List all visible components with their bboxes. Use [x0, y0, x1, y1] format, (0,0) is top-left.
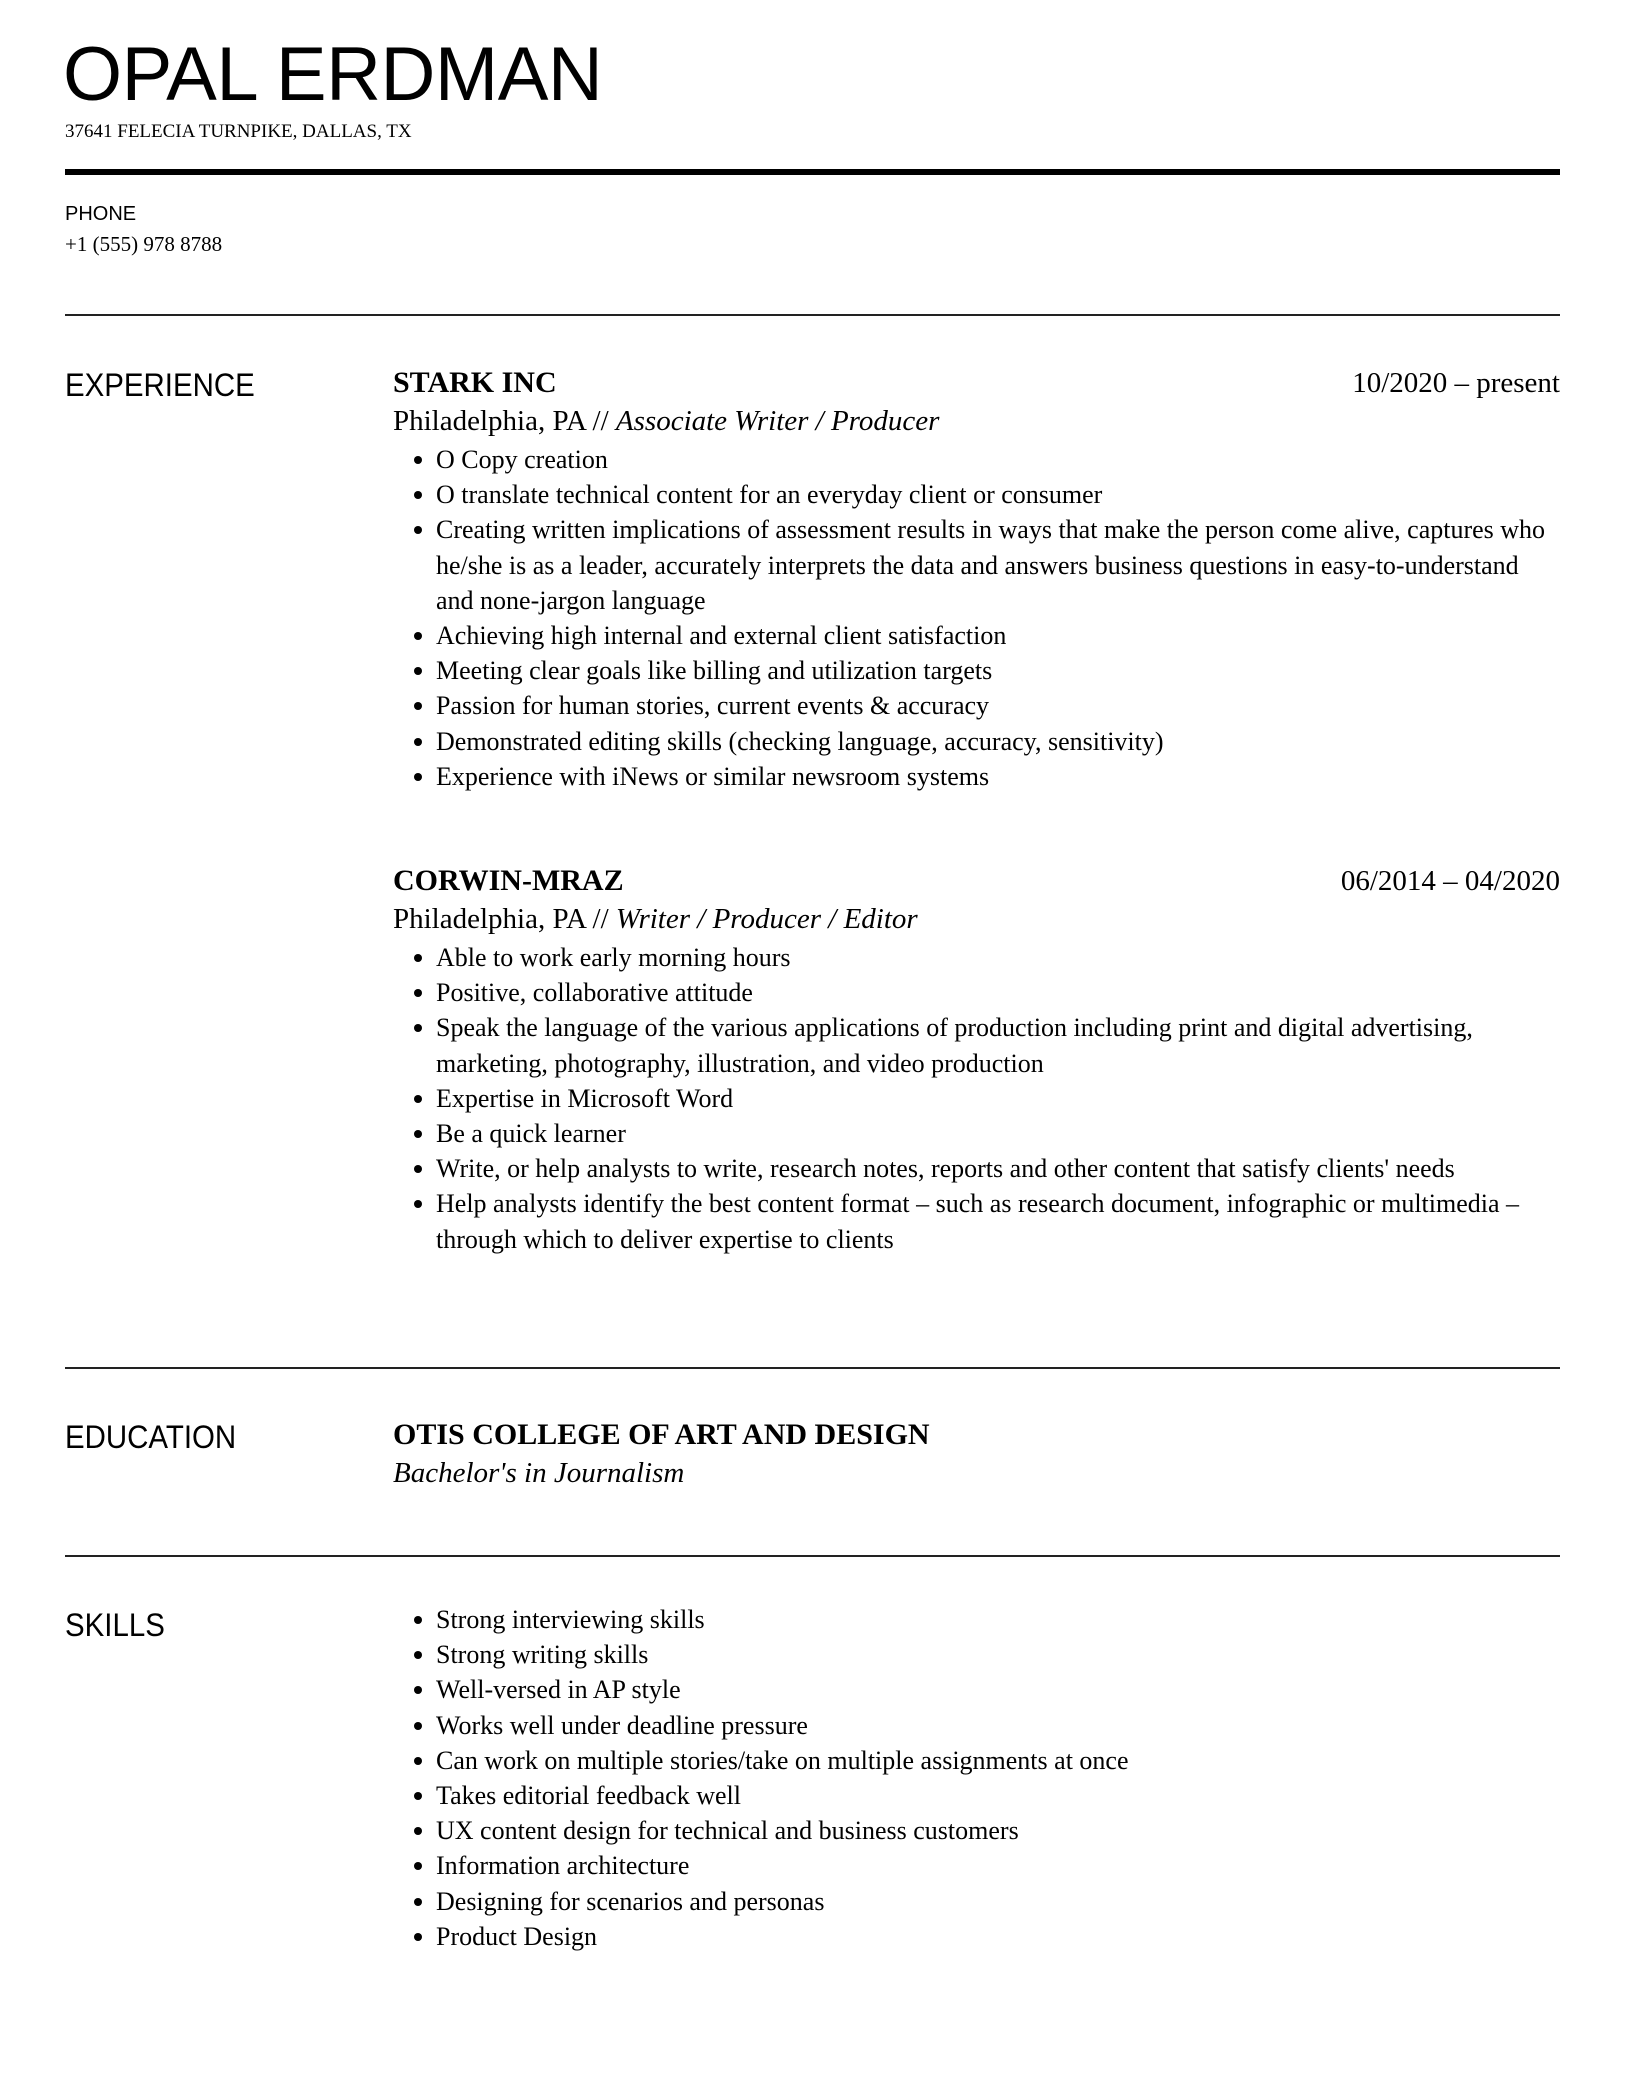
- separator: //: [585, 405, 616, 437]
- education-header: [393, 1416, 1560, 1454]
- section-divider: [65, 314, 1560, 316]
- list-item-text: Strong writing skills: [436, 1640, 649, 1670]
- section-label-education: EDUCATION: [65, 1419, 237, 1455]
- job-location: Philadelphia, PA: [393, 903, 586, 935]
- bullet-icon: [414, 1095, 422, 1103]
- bullet-icon: [414, 1792, 422, 1800]
- list-item-text: Passion for human stories, current events & accuracy: [436, 691, 990, 721]
- list-item: [436, 1813, 1560, 1848]
- list-item-text: Designing for scenarios and personas: [436, 1886, 825, 1916]
- job-header: [393, 364, 1560, 402]
- list-item: [436, 724, 1560, 759]
- bullet-icon: [414, 1933, 422, 1941]
- list-item: [436, 1848, 1560, 1883]
- skills-entry: [393, 1602, 1560, 1954]
- list-item-text: Information architecture: [436, 1851, 690, 1881]
- bullet-icon: [414, 491, 422, 499]
- phone-number: +1 (555) 978 8788: [65, 232, 223, 256]
- job-title: Writer / Producer / Editor: [615, 903, 918, 935]
- list-item: [436, 1186, 1560, 1256]
- degree-text: Bachelor's in Journalism: [393, 1457, 685, 1489]
- list-item-text: Write, or help analysts to write, research notes, reports and other content that satisfy clients' needs: [436, 1154, 1455, 1184]
- list-item: [436, 1743, 1560, 1778]
- list-item-text: Works well under deadline pressure: [436, 1710, 808, 1740]
- list-item-text: Experience with iNews or similar newsroom systems: [436, 761, 990, 791]
- list-item-text: Positive, collaborative attitude: [436, 978, 753, 1008]
- job-entry: [393, 862, 1560, 1257]
- list-item-text: Speak the language of the various applications of production including print and digital advertising, marketing, photography, illustration, and video production: [436, 1013, 1473, 1078]
- section-divider: [65, 1367, 1560, 1369]
- list-item: [436, 1672, 1560, 1707]
- bullet-icon: [414, 1616, 422, 1624]
- degree: [393, 1454, 1560, 1492]
- job-location-title: [393, 900, 1560, 938]
- bullet-icon: [414, 526, 422, 534]
- list-item: [436, 618, 1560, 653]
- job-dates: 10/2020 – present: [1352, 367, 1560, 399]
- list-item: [436, 512, 1560, 618]
- list-item: [436, 1116, 1560, 1151]
- list-item: [436, 1778, 1560, 1813]
- list-item-text: O translate technical content for an everyday client or consumer: [436, 480, 1103, 510]
- list-item-text: Can work on multiple stories/take on multiple assignments at once: [436, 1745, 1129, 1775]
- list-item: [436, 759, 1560, 794]
- list-item: [436, 1010, 1560, 1080]
- education-entry: [393, 1416, 1560, 1492]
- bullet-icon: [414, 1024, 422, 1032]
- job-bullets: [393, 442, 1560, 794]
- list-item: [436, 1708, 1560, 1743]
- address: 37641 FELECIA TURNPIKE, DALLAS, TX: [65, 121, 412, 142]
- list-item-text: Expertise in Microsoft Word: [436, 1083, 734, 1113]
- bullet-icon: [414, 1200, 422, 1208]
- list-item: [436, 688, 1560, 723]
- header-divider: [65, 169, 1560, 175]
- list-item-text: Demonstrated editing skills (checking language, accuracy, sensitivity): [436, 726, 1164, 756]
- bullet-icon: [414, 738, 422, 746]
- company-name: STARK INC: [393, 366, 557, 399]
- section-label-skills: SKILLS: [65, 1607, 165, 1643]
- bullet-icon: [414, 1862, 422, 1870]
- list-item: [436, 442, 1560, 477]
- list-item: [436, 1919, 1560, 1954]
- job-header: [393, 862, 1560, 900]
- list-item-text: Creating written implications of assessment results in ways that make the person come alive, captures who he/she is as a leader, accurately interprets the data and answers business questions in easy-to-understand and none-jargon language: [436, 515, 1546, 615]
- list-item-text: Product Design: [436, 1921, 598, 1951]
- list-item: [436, 1151, 1560, 1186]
- skills-list: [393, 1602, 1560, 1954]
- bullet-icon: [414, 1827, 422, 1835]
- separator: //: [585, 903, 616, 935]
- list-item-text: Help analysts identify the best content format – such as research document, infographic or multimedia – through which to deliver expertise to clients: [436, 1189, 1520, 1254]
- list-item-text: Able to work early morning hours: [436, 943, 791, 972]
- list-item: [436, 1637, 1560, 1672]
- job-title: Associate Writer / Producer: [615, 405, 940, 437]
- school-name: OTIS COLLEGE OF ART AND DESIGN: [393, 1418, 930, 1451]
- job-dates: 06/2014 – 04/2020: [1340, 865, 1560, 897]
- list-item-text: Takes editorial feedback well: [436, 1781, 741, 1811]
- bullet-icon: [414, 954, 422, 962]
- bullet-icon: [414, 456, 422, 464]
- bullet-icon: [414, 702, 422, 710]
- list-item: [436, 1081, 1560, 1116]
- bullet-icon: [414, 1651, 422, 1659]
- list-item-text: Well-versed in AP style: [436, 1675, 681, 1705]
- bullet-icon: [414, 1757, 422, 1765]
- list-item: [436, 1602, 1560, 1637]
- bullet-icon: [414, 1722, 422, 1730]
- list-item-text: O Copy creation: [436, 445, 608, 474]
- list-item-text: Be a quick learner: [436, 1119, 626, 1149]
- phone-label: PHONE: [65, 203, 137, 225]
- candidate-name: OPAL ERDMAN: [63, 32, 603, 117]
- section-divider: [65, 1555, 1560, 1557]
- job-entry: [393, 364, 1560, 794]
- bullet-icon: [414, 773, 422, 781]
- list-item: [436, 653, 1560, 688]
- section-label-experience: EXPERIENCE: [65, 367, 255, 403]
- list-item: [436, 940, 1560, 975]
- bullet-icon: [414, 1686, 422, 1694]
- list-item-text: Achieving high internal and external client satisfaction: [436, 621, 1007, 651]
- list-item: [436, 477, 1560, 512]
- bullet-icon: [414, 1898, 422, 1906]
- list-item-text: Strong interviewing skills: [436, 1605, 705, 1634]
- bullet-icon: [414, 632, 422, 640]
- job-location-title: [393, 402, 1560, 440]
- bullet-icon: [414, 1130, 422, 1138]
- list-item-text: UX content design for technical and business customers: [436, 1816, 1019, 1846]
- bullet-icon: [414, 989, 422, 997]
- list-item-text: Meeting clear goals like billing and utilization targets: [436, 656, 993, 686]
- bullet-icon: [414, 667, 422, 675]
- job-location: Philadelphia, PA: [393, 405, 586, 437]
- company-name: CORWIN-MRAZ: [393, 864, 624, 897]
- job-bullets: [393, 940, 1560, 1257]
- list-item: [436, 1884, 1560, 1919]
- bullet-icon: [414, 1165, 422, 1173]
- list-item: [436, 975, 1560, 1010]
